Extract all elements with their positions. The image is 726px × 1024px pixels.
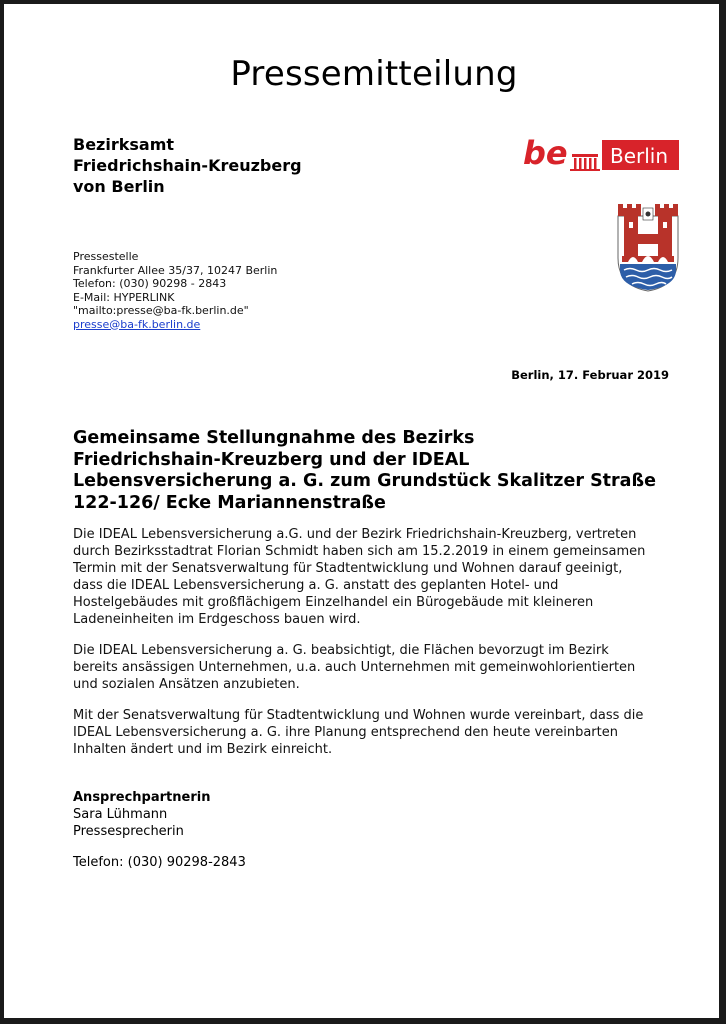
organization-line: Bezirksamt [73, 135, 175, 154]
contact-person [73, 789, 210, 840]
paragraph-line: Die IDEAL Lebensversicherung a.G. und der Bezirk Friedrichshain-Kreuzberg, vertreten [73, 527, 637, 542]
logo-berlin-text: Berlin [610, 144, 669, 168]
paragraph-line: durch Bezirksstadtrat Florian Schmidt haben sich am 15.2.2019 in einem gemeinsamen [73, 544, 646, 559]
paragraph-line: Die IDEAL Lebensversicherung a. G. beabsichtigt, die Flächen bevorzugt im Bezirk [73, 643, 609, 658]
paragraph-line: Inhalten ändert und im Bezirk einreicht. [73, 742, 333, 757]
contact-line: "mailto:presse@ba-fk.berlin.de" [73, 304, 249, 317]
paragraph-line: und sozialen Ansätzen anzubieten. [73, 677, 300, 692]
press-office-contact [73, 250, 277, 331]
contact-person-name: Sara Lühmann [73, 807, 168, 822]
headline-line: Lebensversicherung a. G. zum Grundstück Skalitzer Straße [73, 471, 656, 491]
headline-line: Friedrichshain-Kreuzberg und der IDEAL [73, 449, 470, 470]
contact-line: Telefon: (030) 90298 - 2843 [73, 277, 227, 290]
paragraph-line: IDEAL Lebensversicherung a. G. ihre Planung entsprechend den heute vereinbarten [73, 725, 618, 740]
paragraph-line: Mit der Senatsverwaltung für Stadtentwicklung und Wohnen wurde vereinbart, dass die [73, 708, 644, 723]
organization-line: Friedrichshain-Kreuzberg [73, 156, 302, 175]
headline [73, 428, 693, 514]
paragraph-line: Ladeneinheiten im Erdgeschoss bauen wird. [73, 612, 361, 627]
contact-line: Pressestelle [73, 250, 139, 263]
logo-be-text: be [523, 134, 568, 172]
release-date: Berlin, 17. Februar 2019 [511, 368, 669, 382]
headline-line: 122-126/ Ecke Mariannenstraße [73, 492, 386, 513]
contact-person-label: Ansprechpartnerin [73, 790, 211, 805]
paragraph-line: bereits ansässigen Unternehmen, u.a. auch Unternehmen mit gemeinwohlorientierten [73, 660, 636, 675]
body-paragraph [73, 642, 693, 693]
organization-name [73, 134, 302, 197]
document-page [4, 4, 719, 1018]
contact-person-role: Pressesprecherin [73, 824, 184, 839]
coat-of-arms-icon [616, 200, 680, 292]
paragraph-line: Hostelgebäudes mit großflächigem Einzelhandel ein Bürogebäude mit kleineren [73, 595, 594, 610]
page-title: Pressemitteilung [230, 54, 518, 94]
organization-line: von Berlin [73, 177, 165, 196]
contact-line: Frankfurter Allee 35/37, 10247 Berlin [73, 263, 278, 277]
headline-line: Gemeinsame Stellungnahme des Bezirks [73, 428, 475, 448]
body-paragraph [73, 707, 693, 758]
body-paragraph [73, 526, 693, 628]
paragraph-line: dass die IDEAL Lebensversicherung a. G. anstatt des geplanten Hotel- und [73, 578, 559, 593]
contact-phone: Telefon: (030) 90298-2843 [73, 855, 246, 870]
contact-line: E-Mail: HYPERLINK [73, 290, 175, 304]
email-link[interactable]: presse@ba-fk.berlin.de [73, 317, 201, 331]
be-berlin-logo [522, 134, 680, 172]
paragraph-line: Termin mit der Senatsverwaltung für Stadtentwicklung und Wohnen darauf geeinigt, [73, 561, 623, 576]
